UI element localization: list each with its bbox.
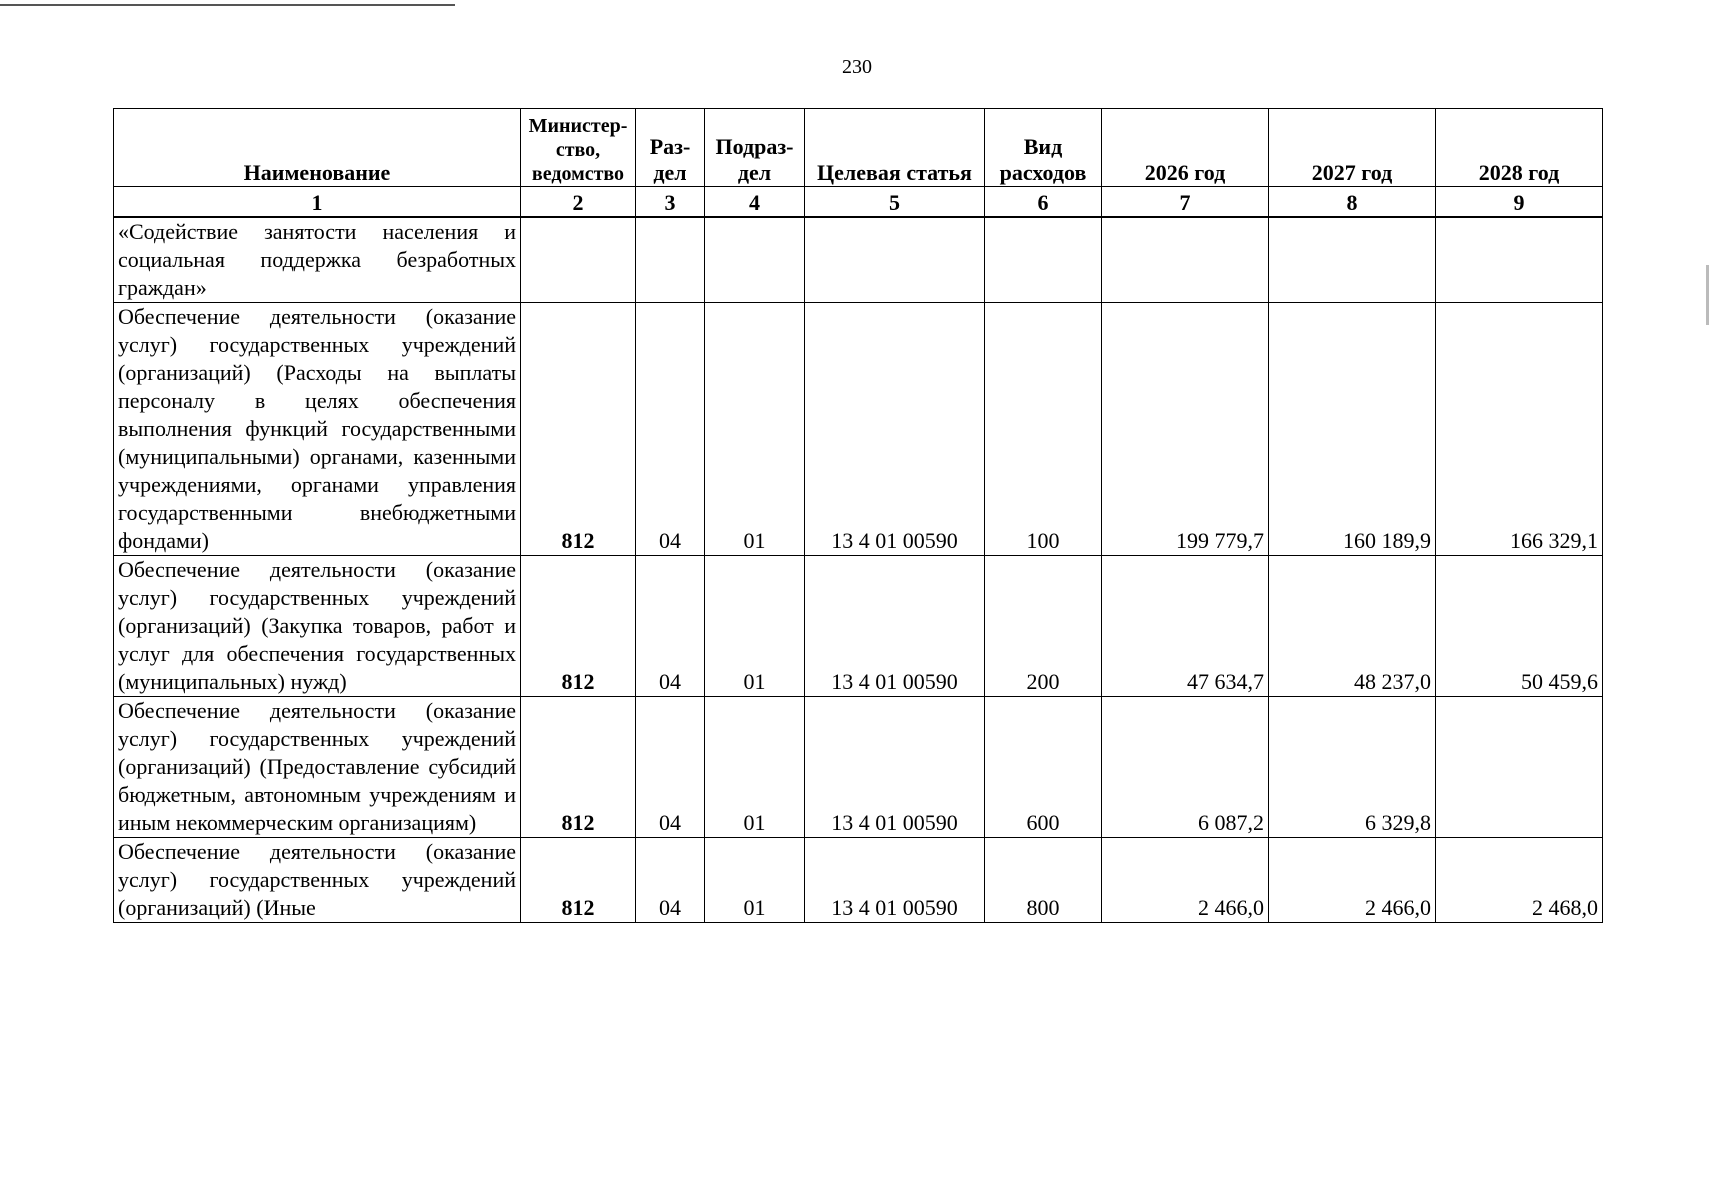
row-2026: 2 466,0 [1102, 838, 1269, 923]
row-2028 [1436, 217, 1603, 303]
row-target: 13 4 01 00590 [805, 697, 985, 838]
header-row [114, 109, 1603, 187]
table-row [114, 556, 1603, 697]
column-number: 4 [705, 187, 805, 218]
row-subsection: 01 [705, 556, 805, 697]
row-expense-type [985, 217, 1102, 303]
column-number: 8 [1269, 187, 1436, 218]
row-ministry: 812 [521, 697, 636, 838]
row-expense-type: 800 [985, 838, 1102, 923]
row-2028 [1436, 697, 1603, 838]
column-number: 7 [1102, 187, 1269, 218]
row-2026 [1102, 217, 1269, 303]
row-target: 13 4 01 00590 [805, 556, 985, 697]
budget-table [113, 108, 1603, 923]
row-name: Обеспечение деятельности (оказание услуг) государственных учреждений (организаций) (Предоставление субсидий бюджетным, автономным учреждениям и иным некоммерческим организациям) [114, 697, 521, 838]
row-2028: 166 329,1 [1436, 303, 1603, 556]
row-2026: 199 779,7 [1102, 303, 1269, 556]
row-ministry: 812 [521, 556, 636, 697]
row-subsection: 01 [705, 838, 805, 923]
column-number-row [114, 187, 1603, 218]
row-target: 13 4 01 00590 [805, 838, 985, 923]
top-scan-rule [0, 4, 455, 6]
row-2027: 160 189,9 [1269, 303, 1436, 556]
header-2028: 2028 год [1436, 109, 1603, 187]
row-ministry: 812 [521, 838, 636, 923]
column-number: 5 [805, 187, 985, 218]
header-expense-type: Вид расходов [985, 109, 1102, 187]
row-2028: 2 468,0 [1436, 838, 1603, 923]
column-number: 3 [636, 187, 705, 218]
page-number: 230 [842, 56, 872, 78]
row-subsection [705, 217, 805, 303]
table-row [114, 217, 1603, 303]
header-2026: 2026 год [1102, 109, 1269, 187]
row-section: 04 [636, 556, 705, 697]
table-row [114, 303, 1603, 556]
table-row [114, 697, 1603, 838]
row-subsection: 01 [705, 303, 805, 556]
row-name: «Содействие занятости населения и социальная поддержка безработных граждан» [114, 217, 521, 303]
row-expense-type: 100 [985, 303, 1102, 556]
column-number: 6 [985, 187, 1102, 218]
row-expense-type: 200 [985, 556, 1102, 697]
row-name: Обеспечение деятельности (оказание услуг) государственных учреждений (организаций) (Иные [114, 838, 521, 923]
row-2027: 48 237,0 [1269, 556, 1436, 697]
header-subsection: Подраз-дел [705, 109, 805, 187]
row-2027: 2 466,0 [1269, 838, 1436, 923]
header-name: Наименование [114, 109, 521, 187]
row-ministry: 812 [521, 303, 636, 556]
row-target [805, 217, 985, 303]
row-2027 [1269, 217, 1436, 303]
row-2027: 6 329,8 [1269, 697, 1436, 838]
table-row [114, 838, 1603, 923]
row-expense-type: 600 [985, 697, 1102, 838]
row-target: 13 4 01 00590 [805, 303, 985, 556]
row-2026: 6 087,2 [1102, 697, 1269, 838]
row-section: 04 [636, 697, 705, 838]
column-number: 2 [521, 187, 636, 218]
row-ministry [521, 217, 636, 303]
row-section: 04 [636, 838, 705, 923]
header-section: Раз-дел [636, 109, 705, 187]
header-ministry: Министер-ство, ведомство [521, 109, 636, 187]
row-subsection: 01 [705, 697, 805, 838]
row-section [636, 217, 705, 303]
column-number: 1 [114, 187, 521, 218]
row-name: Обеспечение деятельности (оказание услуг) государственных учреждений (организаций) (Закупка товаров, работ и услуг для обеспечения государственных (муниципальных) нужд) [114, 556, 521, 697]
header-2027: 2027 год [1269, 109, 1436, 187]
header-target: Целевая статья [805, 109, 985, 187]
row-2028: 50 459,6 [1436, 556, 1603, 697]
column-number: 9 [1436, 187, 1603, 218]
scan-edge-mark [1706, 265, 1709, 325]
row-2026: 47 634,7 [1102, 556, 1269, 697]
row-name: Обеспечение деятельности (оказание услуг) государственных учреждений (организаций) (Расходы на выплаты персоналу в целях обеспечения выполнения функций государственными (муниципальными) органами, казенными учреждениями, органами управления государственными внебюджетными фондами) [114, 303, 521, 556]
row-section: 04 [636, 303, 705, 556]
